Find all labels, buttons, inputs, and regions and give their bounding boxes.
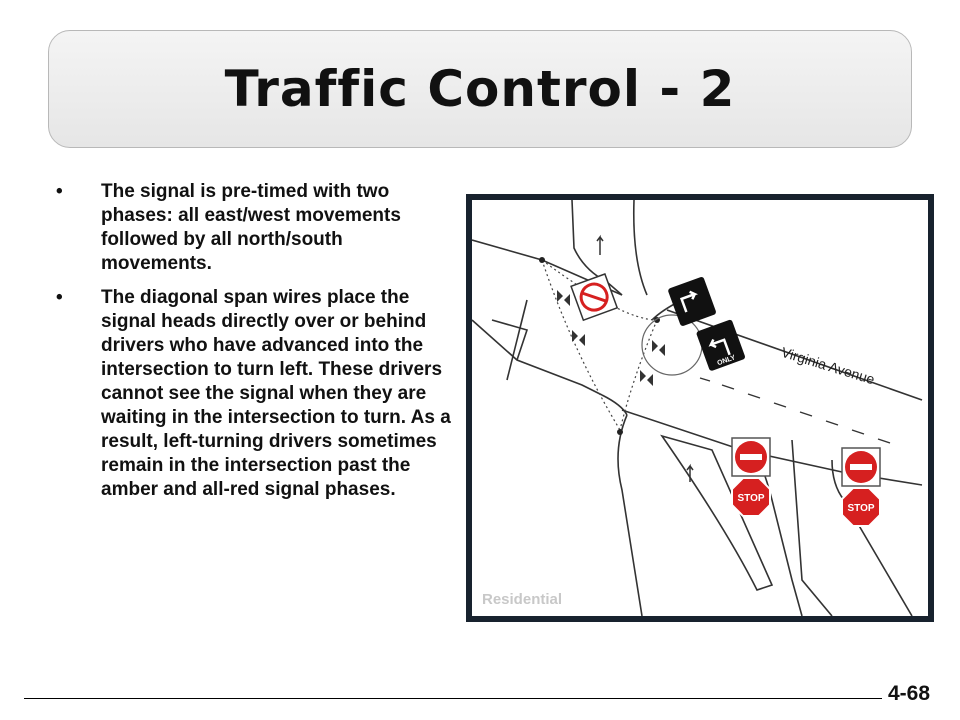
no-left-turn-sign (571, 274, 617, 320)
bullet-item (56, 286, 456, 502)
footer-rule (24, 698, 882, 699)
pole-icon (539, 257, 545, 263)
stop-sign-text: STOP (737, 493, 765, 504)
stop-sign (732, 478, 770, 516)
only-sign-text: ONLY (716, 354, 737, 368)
page-number: 4-68 (887, 682, 930, 705)
bullet-text: The signal is pre-timed with two phases: all east/west movements followed by all north/south movements. (101, 181, 401, 274)
do-not-enter-sign (732, 438, 770, 476)
title-box (48, 30, 912, 148)
watermark: Residential (482, 591, 563, 608)
curb-line (792, 440, 832, 616)
lane-arrow-icon (597, 237, 603, 255)
only-sign (667, 276, 716, 327)
lane-dash (826, 421, 838, 425)
stop-sign (842, 488, 880, 526)
intersection-diagram (466, 194, 934, 622)
lane-dash (700, 378, 710, 381)
bullet-marker: • (56, 181, 63, 202)
signal-head-icon (640, 370, 653, 386)
signal-head-icon (652, 340, 665, 356)
lane-dash (748, 394, 760, 398)
turn-circle (642, 315, 702, 375)
lane-dash (774, 403, 786, 407)
street-label: Virginia Avenue (779, 343, 877, 388)
bullet-item (56, 180, 456, 276)
bullet-marker: • (56, 287, 63, 308)
bullet-list (56, 180, 456, 512)
curb-line (634, 200, 647, 295)
intersection-drawing (472, 200, 928, 616)
signal-head-icon (557, 290, 570, 306)
lane-dash (800, 412, 812, 416)
slide-title: Traffic Control - 2 (224, 60, 736, 118)
pole-icon (617, 429, 623, 435)
signal-head-icon (572, 330, 585, 346)
stop-sign-text: STOP (847, 503, 875, 514)
curb-line (472, 320, 602, 395)
lane-dash (722, 385, 734, 389)
lane-dash (878, 439, 890, 443)
do-not-enter-sign (842, 448, 880, 486)
curb-line (602, 395, 627, 415)
bullet-text: The diagonal span wires place the signal heads directly over or behind drivers who have advanced into the intersection to turn left. These drivers cannot see the signal when they are waiting in the intersection to turn. As a result, left-turning drivers sometimes remain in the intersection past the amber and all-red signal phases. (101, 287, 451, 500)
lane-dash (852, 430, 864, 434)
curb-line (618, 415, 642, 616)
